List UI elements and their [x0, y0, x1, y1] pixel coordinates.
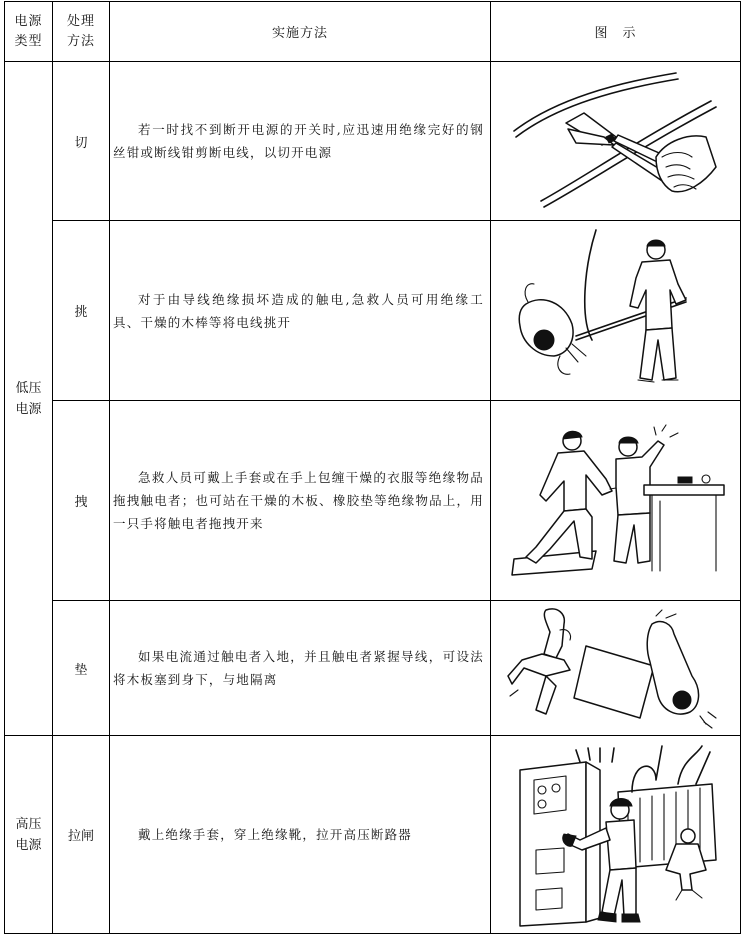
handle-drag: 拽 [53, 401, 110, 601]
wire-cutter-icon [506, 71, 726, 211]
group-high-voltage [5, 736, 53, 934]
table-row [5, 401, 741, 601]
electric-shock-rescue-table [4, 1, 741, 934]
table-row [5, 62, 741, 221]
group-high-line1: 高压 [15, 816, 42, 832]
figure-cell-insert-board [491, 601, 741, 736]
method-drag: 急救人员可戴上手套或在手上包缠干燥的衣服等绝缘物品拖拽触电者；也可站在干燥的木板、橡胶垫等绝缘物品上，用一只手将触电者拖拽开来 [110, 401, 491, 601]
header-power-type-line2: 类型 [14, 33, 43, 49]
group-low-line2: 电源 [15, 401, 42, 417]
method-insert-board: 如果电流通过触电者入地，并且触电者紧握导线，可设法将木板塞到身下，与地隔离 [110, 601, 491, 736]
header-implementation: 实施方法 [110, 2, 491, 62]
drag-person-icon [506, 421, 726, 581]
header-handling-line1: 处理 [66, 13, 95, 29]
switchgear-icon [506, 740, 726, 930]
group-low-voltage [5, 62, 53, 736]
table-row [5, 601, 741, 736]
method-cut: 若一时找不到断开电源的开关时,应迅速用绝缘完好的钢丝钳或断线钳剪断电线，以切开电源 [110, 62, 491, 221]
header-figure: 图 示 [491, 2, 741, 62]
table-row [5, 221, 741, 401]
handle-insert-board: 垫 [53, 601, 110, 736]
header-power-type-line1: 电源 [14, 13, 43, 29]
method-pull-switch: 戴上绝缘手套，穿上绝缘靴，拉开高压断路器 [110, 736, 491, 934]
header-power-type [5, 2, 53, 62]
figure-cell-pull-switch [491, 736, 741, 934]
handle-pull-switch: 拉闸 [53, 736, 110, 934]
figure-cell-cut [491, 62, 741, 221]
header-row [5, 2, 741, 62]
insert-board-icon [506, 606, 726, 731]
header-handling-line2: 方法 [66, 33, 95, 49]
header-handling-method [53, 2, 110, 62]
group-high-line2: 电源 [15, 837, 42, 853]
handle-lift: 挑 [53, 221, 110, 401]
figure-cell-lift [491, 221, 741, 401]
lift-wire-icon [506, 228, 726, 393]
first-aid-table-page [4, 1, 741, 934]
table-row [5, 736, 741, 934]
method-lift: 对于由导线绝缘损坏造成的触电,急救人员可用绝缘工具、干燥的木棒等将电线挑开 [110, 221, 491, 401]
figure-cell-drag [491, 401, 741, 601]
handle-cut: 切 [53, 62, 110, 221]
group-low-line1: 低压 [15, 380, 42, 396]
